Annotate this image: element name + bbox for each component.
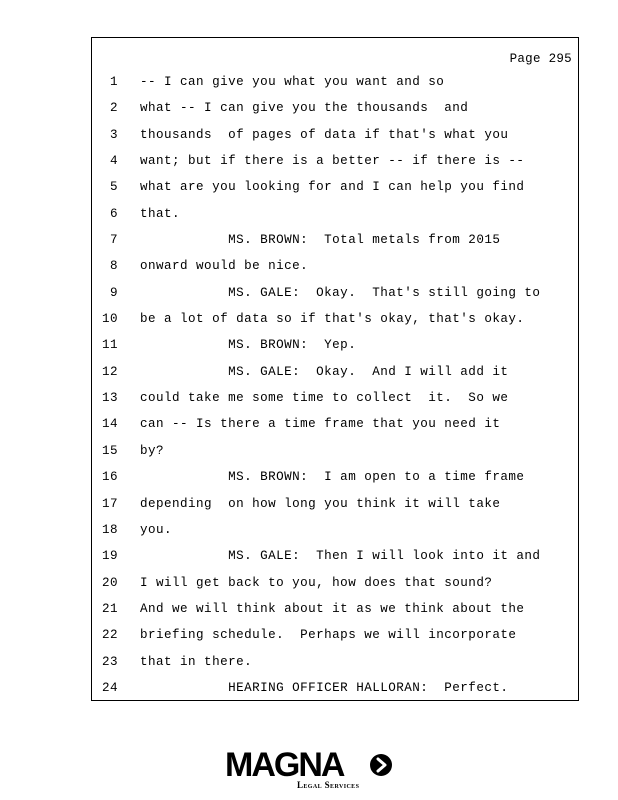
line-number: 8 (109, 259, 118, 274)
transcript-line (92, 570, 578, 596)
transcript-line (92, 280, 578, 306)
line-text: be a lot of data so if that's okay, that's okay. (140, 312, 525, 327)
transcript-line (92, 491, 578, 517)
transcript-line (92, 306, 578, 332)
line-text: what -- I can give you the thousands and (140, 101, 469, 116)
transcript-line (92, 543, 578, 569)
chevron-right-icon (370, 754, 392, 776)
line-text: depending on how long you think it will take (140, 496, 501, 511)
transcript-line (92, 253, 578, 279)
line-number: 17 (102, 496, 119, 511)
transcript-line (92, 95, 578, 121)
line-number: 19 (102, 549, 119, 564)
line-number: 11 (102, 338, 119, 353)
line-text: MS. BROWN: Yep. (140, 338, 357, 353)
line-number: 9 (109, 285, 118, 300)
line-text: MS. BROWN: I am open to a time frame (140, 470, 525, 485)
page-number: Page 295 (509, 52, 572, 66)
line-number: 15 (102, 443, 119, 458)
logo-subtitle: Legal Services (297, 780, 360, 790)
transcript-line (92, 332, 578, 358)
logo-wordmark: MAGNA (225, 746, 344, 784)
transcript-line (92, 148, 578, 174)
line-text: could take me some time to collect it. So we (140, 391, 509, 406)
line-text: HEARING OFFICER HALLORAN: Perfect. (140, 680, 509, 695)
line-number: 5 (109, 180, 118, 195)
line-text: And we will think about it as we think about the (140, 601, 525, 616)
transcript-line (92, 385, 578, 411)
line-text: MS. BROWN: Total metals from 2015 (140, 233, 501, 248)
line-text: -- I can give you what you want and so (140, 75, 445, 89)
line-text: MS. GALE: Okay. That's still going to (140, 285, 541, 300)
transcript-line (92, 174, 578, 200)
line-text: briefing schedule. Perhaps we will incorporate (140, 628, 517, 643)
line-number: 13 (102, 391, 119, 406)
transcript-line (92, 464, 578, 490)
line-text: MS. GALE: Okay. And I will add it (140, 364, 509, 379)
transcript-line (92, 649, 578, 675)
line-text: MS. GALE: Then I will look into it and (140, 549, 541, 564)
magna-logo (225, 746, 395, 792)
line-text: I will get back to you, how does that sound? (140, 575, 493, 590)
line-number: 14 (102, 417, 119, 432)
line-number: 12 (102, 364, 119, 379)
line-number: 24 (102, 680, 119, 695)
line-number: 4 (109, 154, 118, 169)
line-text: what are you looking for and I can help you find (140, 180, 525, 195)
transcript-line (92, 201, 578, 227)
transcript-line (92, 359, 578, 385)
transcript-line (92, 675, 578, 701)
transcript-line (92, 438, 578, 464)
line-number: 22 (102, 628, 119, 643)
line-text: want; but if there is a better -- if there is -- (140, 154, 525, 169)
transcript-line (92, 69, 578, 95)
transcript-line (92, 411, 578, 437)
line-number: 21 (102, 601, 119, 616)
line-text: that. (140, 206, 181, 221)
transcript-line (92, 517, 578, 543)
transcript-line (92, 227, 578, 253)
line-text: by? (140, 443, 165, 458)
line-text: thousands of pages of data if that's what you (140, 127, 509, 142)
line-number: 20 (102, 575, 119, 590)
line-number: 10 (102, 312, 119, 327)
line-number: 1 (109, 75, 118, 89)
transcript-lines (92, 69, 578, 701)
line-number: 7 (109, 233, 118, 248)
line-number: 3 (109, 127, 118, 142)
line-text: onward would be nice. (140, 259, 309, 274)
transcript-line (92, 622, 578, 648)
transcript-line (92, 596, 578, 622)
line-text: can -- Is there a time frame that you need it (140, 417, 501, 432)
transcript-page (91, 37, 579, 701)
transcript-line (92, 122, 578, 148)
line-number: 18 (102, 522, 119, 537)
line-number: 16 (102, 470, 119, 485)
line-number: 6 (109, 206, 118, 221)
line-number: 2 (109, 101, 118, 116)
line-number: 23 (102, 654, 119, 669)
line-text: you. (140, 522, 173, 537)
line-text: that in there. (140, 654, 253, 669)
